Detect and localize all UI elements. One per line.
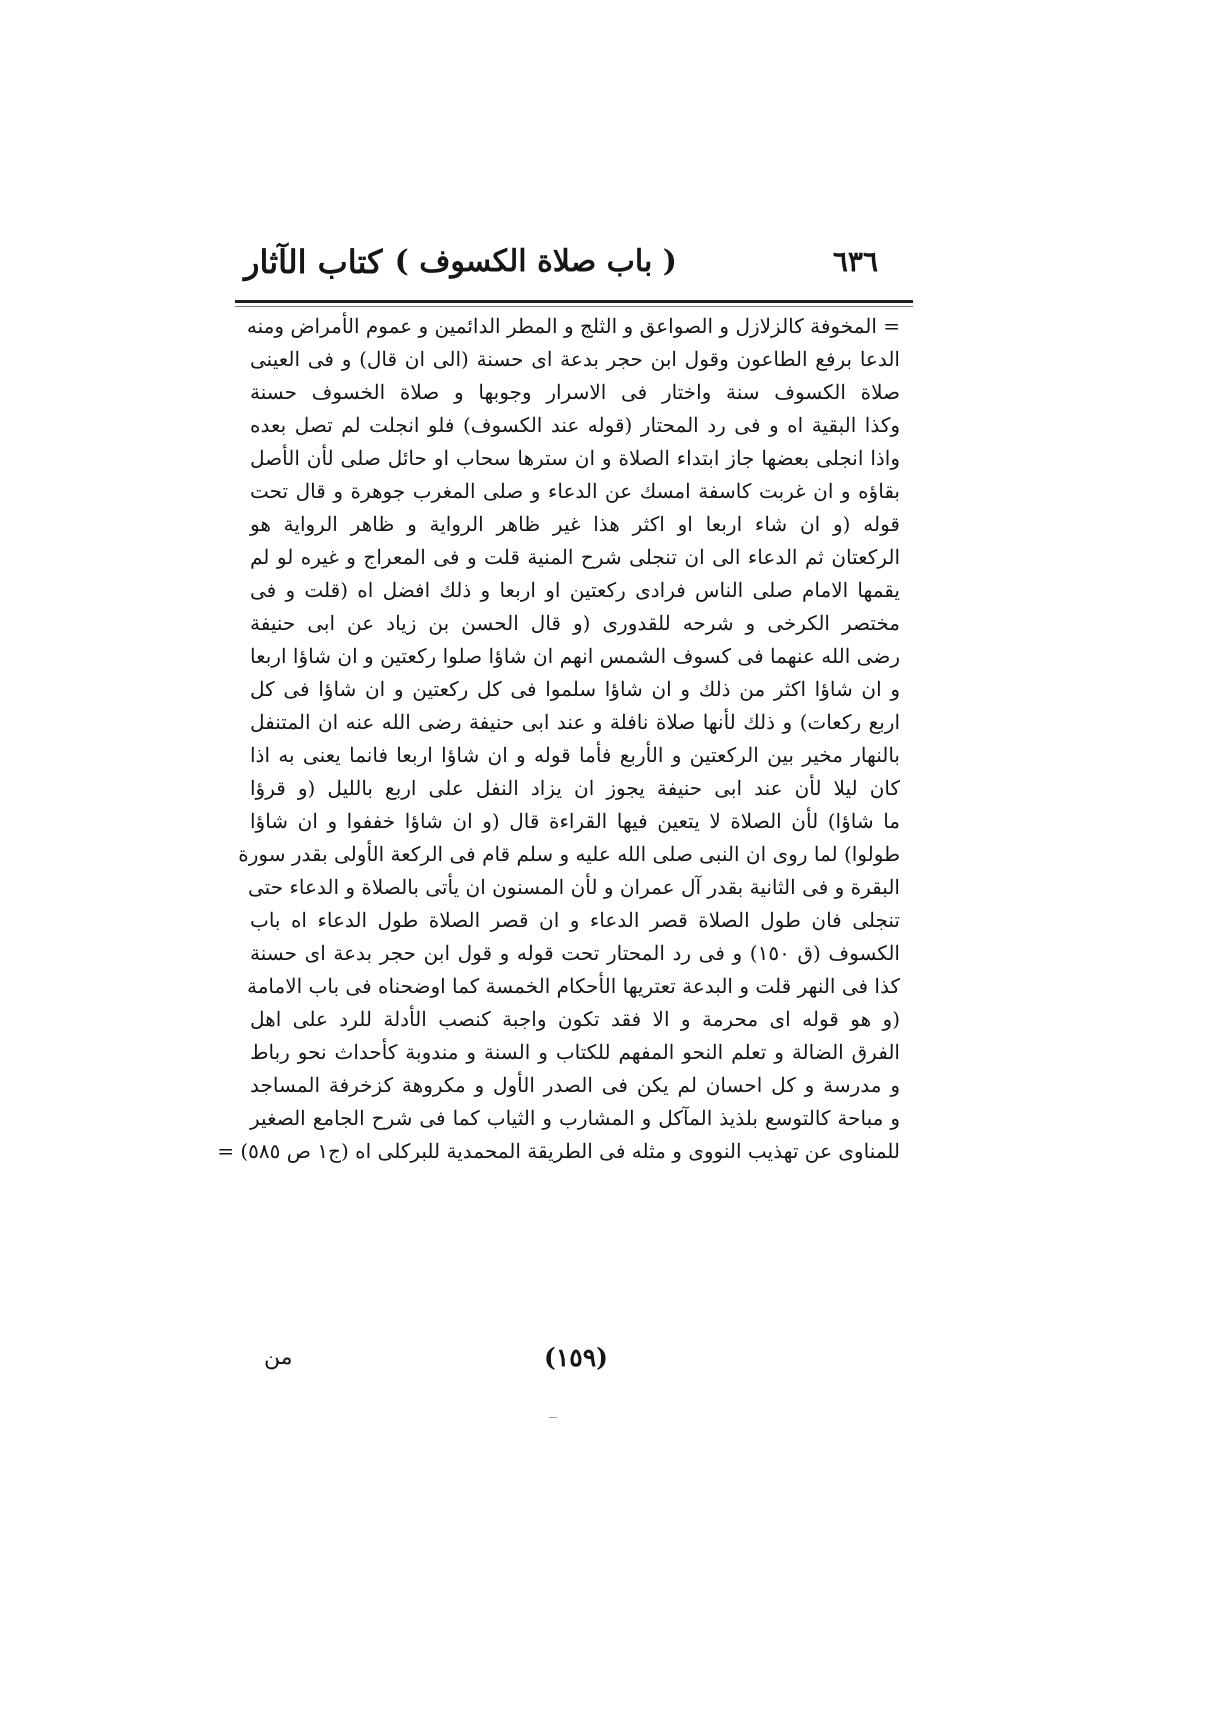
chapter-title: ( باب صلاة الكسوف ) [394, 244, 677, 279]
main-text [217, 310, 900, 1168]
text-line: واذا انجلى بعضها جاز ابتداء الصلاة و ان سترها سحاب او حائل صلى لأن الأصل [250, 446, 900, 470]
text-line: الركعتان ثم الدعاء الى ان تنجلى شرح المنية قلت و فى المعراج و غيره لو لم [250, 545, 900, 569]
text-line: صلاة الكسوف سنة واختار فى الاسرار وجوبها و صلاة الخسوف حسنة [250, 380, 900, 404]
text-line: بقاؤه و ان غربت كاسفة امسك عن الدعاء و صلى المغرب جوهرة و قال تحت [250, 479, 900, 503]
text-line: و ان شاؤا اكثر من ذلك و ان شاؤا سلموا فى كل ركعتين و ان شاؤا فى كل [250, 677, 900, 701]
text-line: الفرق الضالة و تعلم النحو المفهم للكتاب و السنة و مندوبة كأحداث نحو رباط [250, 1040, 900, 1064]
text-line: مختصر الكرخى و شرحه للقدورى (و قال الحسن بن زياد عن ابى حنيفة [250, 611, 900, 635]
text-line: بالنهار مخير بين الركعتين و الأربع فأما قوله و ان شاؤا اربعا فانما يعنى به اذا [250, 743, 900, 767]
text-line: الدعا برفع الطاعون وقول ابن حجر بدعة اى حسنة (الى ان قال) و فى العينى [250, 347, 900, 371]
text-line: كذا فى النهر قلت و البدعة تعتريها الأحكام الخمسة كما اوضحناه فى باب الامامة [246, 974, 900, 998]
book-title: كتاب الآثار [244, 243, 383, 281]
text-line: رضى الله عنهما فى كسوف الشمس انهم ان شاؤا صلوا ركعتين و ان شاؤا اربعا [250, 644, 900, 668]
text-line: و مدرسة و كل احسان لم يكن فى الصدر الأول و مكروهة كزخرفة المساجد [250, 1073, 900, 1097]
scan-mark [549, 1417, 557, 1418]
page-header [242, 242, 904, 298]
text-line: و مباحة كالتوسع بلذيذ المآكل و المشارب و الثياب كما فى شرح الجامع الصغير [250, 1106, 900, 1130]
text-line: طولوا) لما روى ان النبى صلى الله عليه و سلم قام فى الركعة الأولى بقدر سورة [238, 842, 900, 866]
text-line: تنجلى فان طول الصلاة قصر الدعاء و ان قصر الصلاة طول الدعاء اه باب [250, 908, 900, 932]
header-rule-thin [235, 306, 913, 307]
text-line: للمناوى عن تهذيب النووى و مثله فى الطريقة المحمدية للبركلى اه (ج١ ص ٥٨٥) = [217, 1139, 900, 1163]
page-footer [250, 1339, 900, 1385]
text-line: اربع ركعات) و ذلك لأنها صلاة نافلة و عند ابى حنيفة رضى الله عنه ان المتنفل [250, 710, 900, 734]
text-line: كان ليلا لأن عند ابى حنيفة يجوز ان يزاد النفل على اربع بالليل (و قرؤا [250, 776, 900, 800]
text-line: ما شاؤا) لأن الصلاة لا يتعين فيها القراءة قال (و ان شاؤا خففوا و ان شاؤا [250, 809, 900, 833]
header-rule [235, 300, 913, 303]
text-line: قوله (و ان شاء اربعا او اكثر هذا غير ظاهر الرواية و ظاهر الرواية هو [250, 512, 900, 536]
page-number: ٦٣٦ [832, 245, 878, 278]
text-line: الكسوف (ق ١٥٠) و فى رد المحتار تحت قوله و قول ابن حجر بدعة اى حسنة [250, 941, 900, 965]
text-line: وكذا البقية اه و فى رد المحتار (قوله عند الكسوف) فلو انجلت لم تصل بعده [250, 413, 900, 437]
catchword: من [264, 1345, 293, 1370]
text-line: (و هو قوله اى محرمة و الا فقد تكون واجبة كنصب الأدلة للرد على اهل [250, 1007, 900, 1031]
text-line: البقرة و فى الثانية بقدر آل عمران و لأن المسنون ان يأتى بالصلاة و الدعاء حتى [248, 875, 900, 899]
text-line: يقمها الامام صلى الناس فرادى ركعتين او اربعا و ذلك افضل اه (قلت و فى [250, 578, 900, 602]
printer-signature: (١٥٩) [544, 1343, 608, 1372]
text-line: = المخوفة كالزلازل و الصواعق و الثلج و المطر الدائمين و عموم الأمراض ومنه [246, 314, 900, 338]
